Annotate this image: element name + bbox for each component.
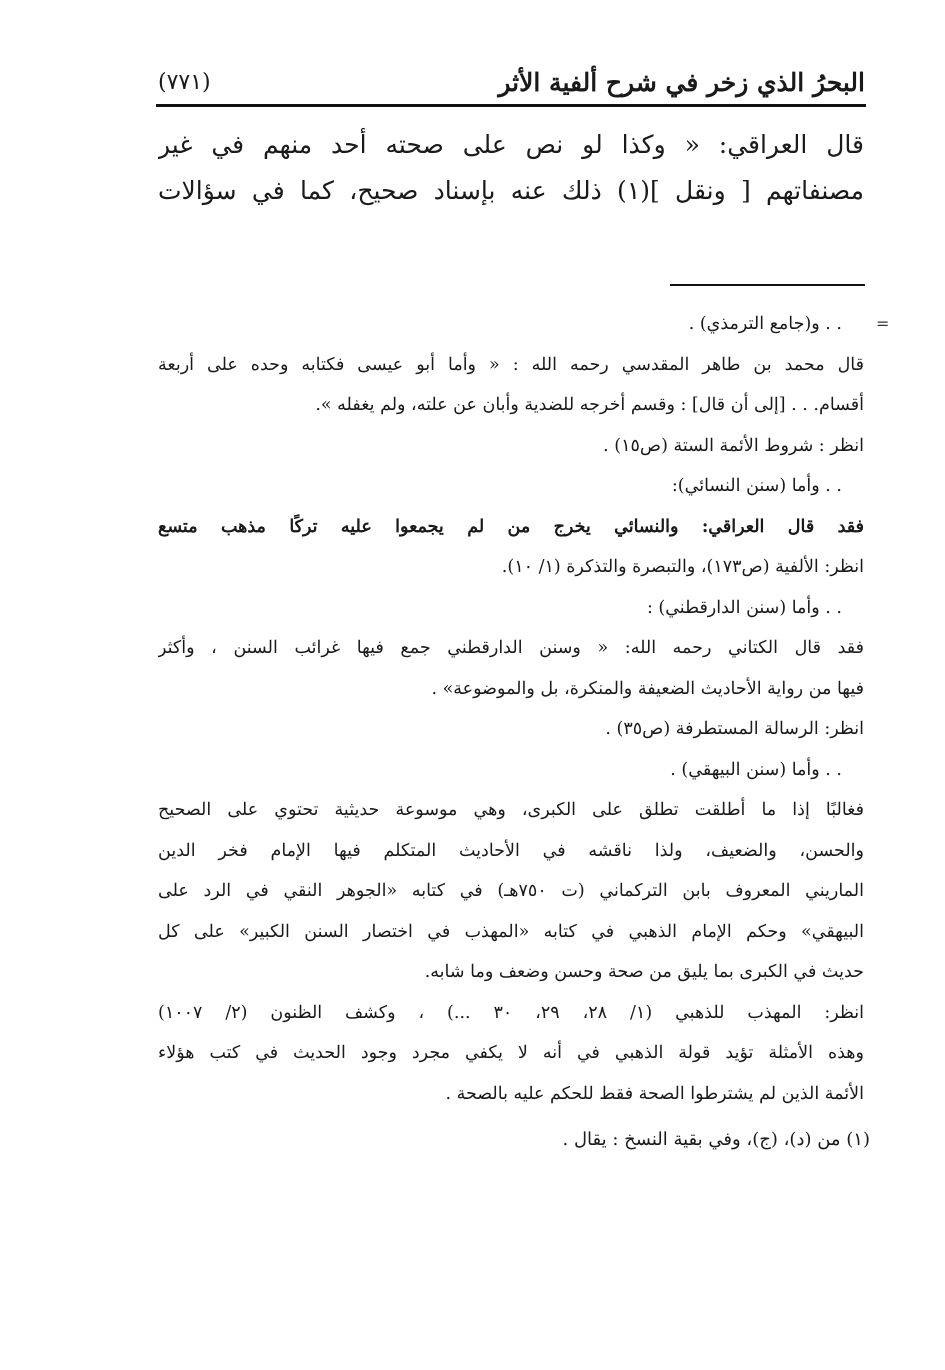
footnote-line: والحسن، والضعيف، ولذا ناقشه في الأحاديث المتكلم فيها الإمام فخر الدين	[158, 840, 864, 861]
footnote-line: فقد قال الكتاني رحمه الله: « وسنن الدارقطني جمع فيها غرائب السنن ، وأكثر	[158, 638, 864, 658]
page-number: (٧٧١)	[158, 70, 211, 95]
main-text-line: مصنفاتهم [ ونقل ](١) ذلك عنه بإسناد صحيح، كما في سؤالات	[158, 176, 864, 205]
footnote-line: فيها من رواية الأحاديث الضعيفة والمنكرة، بل والموضوعة» .	[431, 678, 864, 699]
footnotes-block	[158, 304, 870, 1161]
footnote-line: حديث في الكبرى بما يليق من صحة وحسن وضعف وما شابه.	[424, 962, 864, 982]
footnote-line: أقسام. . . [إلى أن قال] : وقسم أخرجه للضدية وأبان عن علته، ولم يغفله ».	[315, 395, 864, 415]
footnote-line: انظر : شروط الأئمة الستة (ص١٥) .	[603, 435, 864, 456]
footnote-line: قال محمد بن طاهر المقدسي رحمه الله : « وأما أبو عيسى فكتابه وحده على أربعة	[158, 354, 864, 375]
main-text-block	[158, 122, 864, 214]
footnote-line: . . وأما (سنن البيهقي) .	[670, 759, 842, 780]
footnote-line: وهذه الأمثلة تؤيد قولة الذهبي في أنه لا يكفي مجرد وجود الحديث في كتب هؤلاء	[158, 1043, 864, 1063]
footnote-line: انظر: المهذب للذهبي (١/ ٢٨، ٢٩، ٣٠ ...) ، وكشف الظنون (٢/ ١٠٠٧)	[158, 1002, 864, 1023]
footnote-line: البيهقي» وحكم الإمام الذهبي في كتابه «المهذب في اختصار السنن الكبير» على كل	[158, 921, 864, 942]
footnote-line: . . وأما (سنن الدارقطني) :	[646, 597, 842, 618]
footnote-line: الأئمة الذين لم يشترطوا الصحة فقط للحكم عليه بالصحة .	[445, 1083, 864, 1104]
footnote-line: . . و(جامع الترمذي) .	[688, 314, 842, 334]
header-rule	[156, 104, 866, 107]
footnote-poem-line: فقد قال العراقي: والنسائي يخرج من لم يجمعوا عليه تركًا مذهب متسع	[158, 516, 864, 537]
running-header-title: البحرُ الذي زخر في شرح ألفية الأثر	[498, 68, 865, 97]
footnote-line: . . وأما (سنن النسائي):	[671, 476, 842, 496]
footnote-continuation-mark: =	[876, 314, 890, 333]
footnote-line: انظر: الرسالة المستطرفة (ص٣٥) .	[605, 719, 864, 739]
footnote-line: انظر: الألفية (ص١٧٣)، والتبصرة والتذكرة (١/ ١٠).	[501, 557, 864, 577]
footnote-line: الماريني المعروف بابن التركماني (ت ٧٥٠هـ) في كتابه «الجوهر النقي في الرد على	[158, 881, 864, 901]
footnote-1: (١) من (د)، (ج)، وفي بقية النسخ : يقال .	[562, 1129, 870, 1150]
main-text-line: قال العراقي: « وكذا لو نص على صحته أحد منهم في غير	[158, 130, 864, 159]
footnote-line: فغالبًا إذا ما أطلقت تطلق على الكبرى، وهي موسوعة حديثية تحتوي على الصحيح	[158, 800, 864, 820]
footnote-separator	[670, 284, 865, 286]
